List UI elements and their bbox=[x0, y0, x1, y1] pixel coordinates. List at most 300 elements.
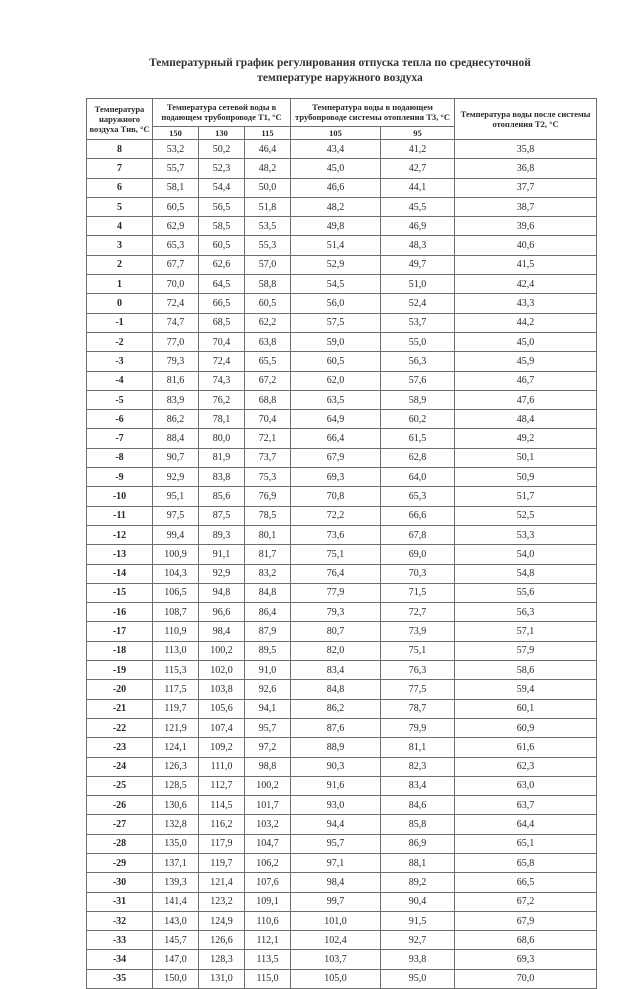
value-cell: 128,5 bbox=[153, 776, 199, 795]
value-cell: 103,7 bbox=[291, 950, 381, 969]
value-cell: 115,0 bbox=[245, 969, 291, 988]
value-cell: 78,1 bbox=[199, 410, 245, 429]
value-cell: 67,9 bbox=[455, 911, 597, 930]
value-cell: 65,8 bbox=[455, 853, 597, 872]
table-row bbox=[87, 506, 597, 525]
value-cell: 141,4 bbox=[153, 892, 199, 911]
value-cell: 75,1 bbox=[381, 641, 455, 660]
value-cell: 102,0 bbox=[199, 661, 245, 680]
value-cell: 95,7 bbox=[291, 834, 381, 853]
value-cell: 99,4 bbox=[153, 525, 199, 544]
value-cell: 67,2 bbox=[455, 892, 597, 911]
value-cell: 64,0 bbox=[381, 468, 455, 487]
table-row bbox=[87, 718, 597, 737]
value-cell: 68,8 bbox=[245, 390, 291, 409]
value-cell: 77,9 bbox=[291, 583, 381, 602]
value-cell: 70,4 bbox=[245, 410, 291, 429]
value-cell: 82,3 bbox=[381, 757, 455, 776]
header-sub-95: 95 bbox=[381, 126, 455, 139]
value-cell: 54,0 bbox=[455, 545, 597, 564]
outdoor-temp-cell: -24 bbox=[87, 757, 153, 776]
value-cell: 70,3 bbox=[381, 564, 455, 583]
value-cell: 84,8 bbox=[245, 583, 291, 602]
value-cell: 124,1 bbox=[153, 738, 199, 757]
value-cell: 88,9 bbox=[291, 738, 381, 757]
value-cell: 126,6 bbox=[199, 931, 245, 950]
value-cell: 78,7 bbox=[381, 699, 455, 718]
outdoor-temp-cell: -21 bbox=[87, 699, 153, 718]
outdoor-temp-cell: -26 bbox=[87, 796, 153, 815]
value-cell: 97,1 bbox=[291, 853, 381, 872]
outdoor-temp-cell: -33 bbox=[87, 931, 153, 950]
title-line-1: Температурный график регулирования отпуска тепла по среднесуточной bbox=[149, 57, 531, 69]
value-cell: 54,8 bbox=[455, 564, 597, 583]
value-cell: 117,9 bbox=[199, 834, 245, 853]
value-cell: 104,3 bbox=[153, 564, 199, 583]
outdoor-temp-cell: -11 bbox=[87, 506, 153, 525]
value-cell: 68,6 bbox=[455, 931, 597, 950]
table-row bbox=[87, 911, 597, 930]
value-cell: 36,8 bbox=[455, 159, 597, 178]
value-cell: 52,4 bbox=[381, 294, 455, 313]
value-cell: 60,2 bbox=[381, 410, 455, 429]
header-sub-150: 150 bbox=[153, 126, 199, 139]
value-cell: 55,7 bbox=[153, 159, 199, 178]
value-cell: 113,5 bbox=[245, 950, 291, 969]
table-row bbox=[87, 236, 597, 255]
value-cell: 50,9 bbox=[455, 468, 597, 487]
value-cell: 42,7 bbox=[381, 159, 455, 178]
value-cell: 90,3 bbox=[291, 757, 381, 776]
value-cell: 66,5 bbox=[455, 873, 597, 892]
value-cell: 52,3 bbox=[199, 159, 245, 178]
outdoor-temp-cell: -22 bbox=[87, 718, 153, 737]
outdoor-temp-cell: -29 bbox=[87, 853, 153, 872]
value-cell: 42,4 bbox=[455, 275, 597, 294]
value-cell: 80,1 bbox=[245, 525, 291, 544]
value-cell: 64,4 bbox=[455, 815, 597, 834]
value-cell: 75,3 bbox=[245, 468, 291, 487]
value-cell: 60,5 bbox=[153, 197, 199, 216]
value-cell: 132,8 bbox=[153, 815, 199, 834]
table-row bbox=[87, 217, 597, 236]
value-cell: 119,7 bbox=[199, 853, 245, 872]
value-cell: 57,9 bbox=[455, 641, 597, 660]
value-cell: 106,5 bbox=[153, 583, 199, 602]
value-cell: 73,9 bbox=[381, 622, 455, 641]
value-cell: 66,4 bbox=[291, 429, 381, 448]
outdoor-temp-cell: -9 bbox=[87, 468, 153, 487]
value-cell: 70,4 bbox=[199, 332, 245, 351]
value-cell: 48,3 bbox=[381, 236, 455, 255]
table-row bbox=[87, 545, 597, 564]
value-cell: 70,8 bbox=[291, 487, 381, 506]
value-cell: 147,0 bbox=[153, 950, 199, 969]
value-cell: 45,5 bbox=[381, 197, 455, 216]
value-cell: 55,6 bbox=[455, 583, 597, 602]
outdoor-temp-cell: 5 bbox=[87, 197, 153, 216]
table-row bbox=[87, 853, 597, 872]
outdoor-temp-cell: -7 bbox=[87, 429, 153, 448]
value-cell: 62,0 bbox=[291, 371, 381, 390]
value-cell: 98,4 bbox=[199, 622, 245, 641]
value-cell: 74,7 bbox=[153, 313, 199, 332]
header-outdoor-temp: Температура наружного воздуха Тнв, °С bbox=[87, 99, 153, 140]
value-cell: 77,5 bbox=[381, 680, 455, 699]
table-row bbox=[87, 699, 597, 718]
value-cell: 81,6 bbox=[153, 371, 199, 390]
outdoor-temp-cell: 1 bbox=[87, 275, 153, 294]
value-cell: 49,7 bbox=[381, 255, 455, 274]
outdoor-temp-cell: -17 bbox=[87, 622, 153, 641]
value-cell: 100,9 bbox=[153, 545, 199, 564]
value-cell: 72,4 bbox=[199, 352, 245, 371]
value-cell: 64,5 bbox=[199, 275, 245, 294]
value-cell: 82,0 bbox=[291, 641, 381, 660]
value-cell: 39,6 bbox=[455, 217, 597, 236]
outdoor-temp-cell: -30 bbox=[87, 873, 153, 892]
value-cell: 101,7 bbox=[245, 796, 291, 815]
outdoor-temp-cell: 7 bbox=[87, 159, 153, 178]
value-cell: 58,6 bbox=[455, 661, 597, 680]
value-cell: 150,0 bbox=[153, 969, 199, 988]
value-cell: 56,0 bbox=[291, 294, 381, 313]
value-cell: 45,0 bbox=[455, 332, 597, 351]
outdoor-temp-cell: -14 bbox=[87, 564, 153, 583]
value-cell: 80,7 bbox=[291, 622, 381, 641]
value-cell: 104,7 bbox=[245, 834, 291, 853]
value-cell: 60,1 bbox=[455, 699, 597, 718]
value-cell: 72,4 bbox=[153, 294, 199, 313]
value-cell: 83,2 bbox=[245, 564, 291, 583]
value-cell: 69,0 bbox=[381, 545, 455, 564]
value-cell: 72,7 bbox=[381, 603, 455, 622]
value-cell: 52,9 bbox=[291, 255, 381, 274]
value-cell: 65,5 bbox=[245, 352, 291, 371]
value-cell: 38,7 bbox=[455, 197, 597, 216]
table-row bbox=[87, 448, 597, 467]
value-cell: 99,7 bbox=[291, 892, 381, 911]
value-cell: 51,4 bbox=[291, 236, 381, 255]
value-cell: 58,1 bbox=[153, 178, 199, 197]
value-cell: 106,2 bbox=[245, 853, 291, 872]
value-cell: 65,1 bbox=[455, 834, 597, 853]
header-sub-130: 130 bbox=[199, 126, 245, 139]
value-cell: 97,2 bbox=[245, 738, 291, 757]
value-cell: 77,0 bbox=[153, 332, 199, 351]
table-row bbox=[87, 159, 597, 178]
value-cell: 73,6 bbox=[291, 525, 381, 544]
header-heating-supply-temp: Температура воды в подающем трубопроводе системы отопления Т3, °С bbox=[291, 99, 455, 127]
value-cell: 112,1 bbox=[245, 931, 291, 950]
value-cell: 109,2 bbox=[199, 738, 245, 757]
table-row bbox=[87, 197, 597, 216]
value-cell: 101,0 bbox=[291, 911, 381, 930]
value-cell: 108,7 bbox=[153, 603, 199, 622]
value-cell: 66,6 bbox=[381, 506, 455, 525]
value-cell: 63,7 bbox=[455, 796, 597, 815]
value-cell: 115,3 bbox=[153, 661, 199, 680]
value-cell: 45,0 bbox=[291, 159, 381, 178]
value-cell: 56,5 bbox=[199, 197, 245, 216]
value-cell: 89,3 bbox=[199, 525, 245, 544]
value-cell: 53,7 bbox=[381, 313, 455, 332]
value-cell: 87,6 bbox=[291, 718, 381, 737]
outdoor-temp-cell: -1 bbox=[87, 313, 153, 332]
value-cell: 40,6 bbox=[455, 236, 597, 255]
value-cell: 75,1 bbox=[291, 545, 381, 564]
value-cell: 81,7 bbox=[245, 545, 291, 564]
value-cell: 43,4 bbox=[291, 140, 381, 159]
value-cell: 73,7 bbox=[245, 448, 291, 467]
value-cell: 126,3 bbox=[153, 757, 199, 776]
value-cell: 50,2 bbox=[199, 140, 245, 159]
outdoor-temp-cell: -27 bbox=[87, 815, 153, 834]
value-cell: 67,9 bbox=[291, 448, 381, 467]
value-cell: 54,4 bbox=[199, 178, 245, 197]
value-cell: 98,8 bbox=[245, 757, 291, 776]
value-cell: 96,6 bbox=[199, 603, 245, 622]
header-sub-105: 105 bbox=[291, 126, 381, 139]
table-row bbox=[87, 332, 597, 351]
table-row bbox=[87, 140, 597, 159]
outdoor-temp-cell: -18 bbox=[87, 641, 153, 660]
value-cell: 103,8 bbox=[199, 680, 245, 699]
value-cell: 90,4 bbox=[381, 892, 455, 911]
table-row bbox=[87, 892, 597, 911]
value-cell: 46,4 bbox=[245, 140, 291, 159]
document-title bbox=[100, 56, 580, 86]
header-sub-115: 115 bbox=[245, 126, 291, 139]
table-row bbox=[87, 776, 597, 795]
table-row bbox=[87, 931, 597, 950]
outdoor-temp-cell: -16 bbox=[87, 603, 153, 622]
table-row bbox=[87, 294, 597, 313]
value-cell: 51,7 bbox=[455, 487, 597, 506]
value-cell: 110,9 bbox=[153, 622, 199, 641]
outdoor-temp-cell: 6 bbox=[87, 178, 153, 197]
value-cell: 57,0 bbox=[245, 255, 291, 274]
value-cell: 139,3 bbox=[153, 873, 199, 892]
value-cell: 62,6 bbox=[199, 255, 245, 274]
value-cell: 56,3 bbox=[381, 352, 455, 371]
value-cell: 102,4 bbox=[291, 931, 381, 950]
table-row bbox=[87, 410, 597, 429]
outdoor-temp-cell: -5 bbox=[87, 390, 153, 409]
outdoor-temp-cell: -23 bbox=[87, 738, 153, 757]
outdoor-temp-cell: -10 bbox=[87, 487, 153, 506]
table-row bbox=[87, 255, 597, 274]
value-cell: 62,9 bbox=[153, 217, 199, 236]
table-row bbox=[87, 641, 597, 660]
value-cell: 85,8 bbox=[381, 815, 455, 834]
value-cell: 84,8 bbox=[291, 680, 381, 699]
outdoor-temp-cell: 4 bbox=[87, 217, 153, 236]
value-cell: 72,1 bbox=[245, 429, 291, 448]
value-cell: 90,7 bbox=[153, 448, 199, 467]
value-cell: 69,3 bbox=[455, 950, 597, 969]
value-cell: 83,4 bbox=[291, 661, 381, 680]
outdoor-temp-cell: -15 bbox=[87, 583, 153, 602]
table-row bbox=[87, 313, 597, 332]
table-row bbox=[87, 583, 597, 602]
value-cell: 44,1 bbox=[381, 178, 455, 197]
value-cell: 124,9 bbox=[199, 911, 245, 930]
value-cell: 137,1 bbox=[153, 853, 199, 872]
value-cell: 57,5 bbox=[291, 313, 381, 332]
value-cell: 79,3 bbox=[291, 603, 381, 622]
value-cell: 145,7 bbox=[153, 931, 199, 950]
value-cell: 131,0 bbox=[199, 969, 245, 988]
value-cell: 112,7 bbox=[199, 776, 245, 795]
value-cell: 76,3 bbox=[381, 661, 455, 680]
value-cell: 119,7 bbox=[153, 699, 199, 718]
value-cell: 72,2 bbox=[291, 506, 381, 525]
value-cell: 86,2 bbox=[153, 410, 199, 429]
value-cell: 67,2 bbox=[245, 371, 291, 390]
value-cell: 81,9 bbox=[199, 448, 245, 467]
table-row bbox=[87, 738, 597, 757]
value-cell: 83,8 bbox=[199, 468, 245, 487]
value-cell: 79,9 bbox=[381, 718, 455, 737]
value-cell: 76,4 bbox=[291, 564, 381, 583]
value-cell: 53,3 bbox=[455, 525, 597, 544]
table-row bbox=[87, 487, 597, 506]
value-cell: 57,1 bbox=[455, 622, 597, 641]
value-cell: 68,5 bbox=[199, 313, 245, 332]
value-cell: 91,1 bbox=[199, 545, 245, 564]
value-cell: 49,8 bbox=[291, 217, 381, 236]
value-cell: 50,1 bbox=[455, 448, 597, 467]
table-row bbox=[87, 429, 597, 448]
value-cell: 65,3 bbox=[381, 487, 455, 506]
value-cell: 49,2 bbox=[455, 429, 597, 448]
table-row bbox=[87, 873, 597, 892]
value-cell: 83,9 bbox=[153, 390, 199, 409]
value-cell: 135,0 bbox=[153, 834, 199, 853]
value-cell: 86,2 bbox=[291, 699, 381, 718]
header-after-heating-temp: Температура воды после системы отопления Т2, °С bbox=[455, 99, 597, 140]
value-cell: 76,2 bbox=[199, 390, 245, 409]
value-cell: 44,2 bbox=[455, 313, 597, 332]
value-cell: 80,0 bbox=[199, 429, 245, 448]
value-cell: 52,5 bbox=[455, 506, 597, 525]
value-cell: 105,6 bbox=[199, 699, 245, 718]
value-cell: 53,5 bbox=[245, 217, 291, 236]
value-cell: 92,9 bbox=[153, 468, 199, 487]
value-cell: 60,5 bbox=[245, 294, 291, 313]
value-cell: 91,6 bbox=[291, 776, 381, 795]
value-cell: 92,9 bbox=[199, 564, 245, 583]
table-row bbox=[87, 815, 597, 834]
value-cell: 103,2 bbox=[245, 815, 291, 834]
value-cell: 66,5 bbox=[199, 294, 245, 313]
outdoor-temp-cell: 3 bbox=[87, 236, 153, 255]
value-cell: 109,1 bbox=[245, 892, 291, 911]
value-cell: 60,5 bbox=[291, 352, 381, 371]
value-cell: 63,5 bbox=[291, 390, 381, 409]
value-cell: 59,4 bbox=[455, 680, 597, 699]
table-row bbox=[87, 371, 597, 390]
outdoor-temp-cell: -3 bbox=[87, 352, 153, 371]
value-cell: 35,8 bbox=[455, 140, 597, 159]
value-cell: 70,0 bbox=[455, 969, 597, 988]
value-cell: 63,0 bbox=[455, 776, 597, 795]
value-cell: 128,3 bbox=[199, 950, 245, 969]
outdoor-temp-cell: 8 bbox=[87, 140, 153, 159]
outdoor-temp-cell: -6 bbox=[87, 410, 153, 429]
value-cell: 107,6 bbox=[245, 873, 291, 892]
value-cell: 95,1 bbox=[153, 487, 199, 506]
table-row bbox=[87, 969, 597, 988]
table-row bbox=[87, 661, 597, 680]
value-cell: 85,6 bbox=[199, 487, 245, 506]
value-cell: 92,6 bbox=[245, 680, 291, 699]
value-cell: 63,8 bbox=[245, 332, 291, 351]
value-cell: 91,5 bbox=[381, 911, 455, 930]
value-cell: 89,2 bbox=[381, 873, 455, 892]
value-cell: 116,2 bbox=[199, 815, 245, 834]
value-cell: 93,8 bbox=[381, 950, 455, 969]
value-cell: 67,8 bbox=[381, 525, 455, 544]
value-cell: 79,3 bbox=[153, 352, 199, 371]
table-row bbox=[87, 757, 597, 776]
value-cell: 121,9 bbox=[153, 718, 199, 737]
value-cell: 92,7 bbox=[381, 931, 455, 950]
table-row bbox=[87, 468, 597, 487]
value-cell: 87,5 bbox=[199, 506, 245, 525]
table-row bbox=[87, 178, 597, 197]
outdoor-temp-cell: 0 bbox=[87, 294, 153, 313]
value-cell: 100,2 bbox=[199, 641, 245, 660]
value-cell: 91,0 bbox=[245, 661, 291, 680]
value-cell: 50,0 bbox=[245, 178, 291, 197]
value-cell: 59,0 bbox=[291, 332, 381, 351]
value-cell: 81,1 bbox=[381, 738, 455, 757]
value-cell: 113,0 bbox=[153, 641, 199, 660]
value-cell: 37,7 bbox=[455, 178, 597, 197]
outdoor-temp-cell: -19 bbox=[87, 661, 153, 680]
value-cell: 114,5 bbox=[199, 796, 245, 815]
value-cell: 43,3 bbox=[455, 294, 597, 313]
value-cell: 111,0 bbox=[199, 757, 245, 776]
outdoor-temp-cell: 2 bbox=[87, 255, 153, 274]
value-cell: 123,2 bbox=[199, 892, 245, 911]
value-cell: 84,6 bbox=[381, 796, 455, 815]
value-cell: 117,5 bbox=[153, 680, 199, 699]
value-cell: 130,6 bbox=[153, 796, 199, 815]
value-cell: 62,3 bbox=[455, 757, 597, 776]
table-row bbox=[87, 680, 597, 699]
value-cell: 143,0 bbox=[153, 911, 199, 930]
outdoor-temp-cell: -35 bbox=[87, 969, 153, 988]
value-cell: 70,0 bbox=[153, 275, 199, 294]
value-cell: 86,9 bbox=[381, 834, 455, 853]
table-row bbox=[87, 622, 597, 641]
value-cell: 55,0 bbox=[381, 332, 455, 351]
value-cell: 93,0 bbox=[291, 796, 381, 815]
outdoor-temp-cell: -12 bbox=[87, 525, 153, 544]
table-row bbox=[87, 352, 597, 371]
value-cell: 48,2 bbox=[291, 197, 381, 216]
value-cell: 58,5 bbox=[199, 217, 245, 236]
outdoor-temp-cell: -2 bbox=[87, 332, 153, 351]
value-cell: 61,6 bbox=[455, 738, 597, 757]
table-row bbox=[87, 564, 597, 583]
table-row bbox=[87, 603, 597, 622]
value-cell: 88,1 bbox=[381, 853, 455, 872]
table-row bbox=[87, 525, 597, 544]
